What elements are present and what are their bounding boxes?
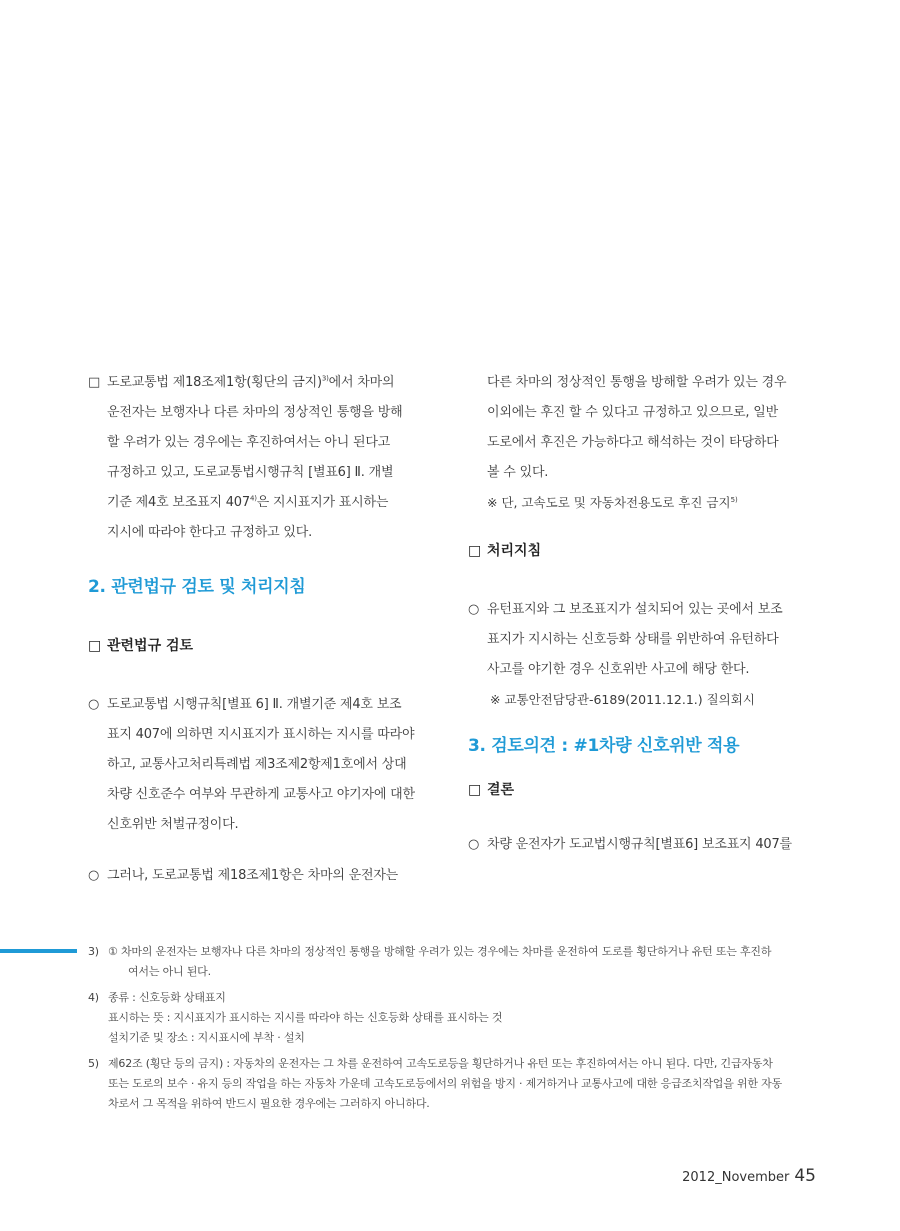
footnote-number: 4) — [88, 991, 99, 1004]
page-footer — [682, 1166, 816, 1186]
footnote-accent-bar — [0, 949, 77, 953]
text-line: 지시에 따라야 한다고 규정하고 있다. — [107, 525, 313, 540]
footnote-line: 표시하는 뜻 : 지시표지가 표시하는 지시를 따라야 하는 신호등화 상태를 표시하는 것 — [108, 1011, 503, 1024]
text-line: 기준 제4호 보조표지 407$^{4)}$은 지시표지가 표시하는 — [107, 494, 389, 510]
text-line: 표지 407에 의하면 지시표지가 표시하는 지시를 따라야 — [107, 727, 415, 742]
left-column — [88, 368, 438, 891]
footnote-line: ① 차마의 운전자는 보행자나 다른 차마의 정상적인 통행을 방해할 우려가 있는 경우에는 차마를 운전하여 도로를 횡단하거나 유턴 또는 후진하 — [108, 945, 772, 958]
footnote-3 — [88, 942, 818, 982]
circle-bullet: ○ — [468, 837, 480, 852]
text-line: 도로에서 후진은 가능하다고 해석하는 것이 타당하다 — [487, 435, 779, 450]
issue-label: 2012_November — [682, 1170, 790, 1185]
footnote-5 — [88, 1054, 818, 1114]
footnote-4 — [88, 988, 818, 1048]
text-line: 다른 차마의 정상적인 통행을 방해할 우려가 있는 경우 — [487, 375, 787, 390]
paragraph-continued — [468, 368, 818, 488]
footnote-ref: 5) — [730, 495, 738, 504]
right-column — [468, 368, 818, 860]
paragraph-however — [88, 861, 438, 891]
footnote-line: 또는 도로의 보수 · 유지 등의 작업을 하는 자동차 가운데 고속도로등에서의 위험을 방지 · 제거하거나 교통사고에 대한 응급조치작업을 위한 자동 — [108, 1077, 782, 1090]
footnote-ref: 3) — [321, 374, 329, 383]
text-line: 차량 운전자가 도교법시행규칙[별표6] 보조표지 407를 — [487, 837, 792, 852]
text-line: 신호위반 처벌규정이다. — [107, 817, 239, 832]
footnote-ref: 4) — [249, 494, 257, 503]
checkbox-bullet: □ — [468, 543, 482, 559]
paragraph-enforcement-rule — [88, 690, 438, 840]
text-line: 유턴표지와 그 보조표지가 설치되어 있는 곳에서 보조 — [487, 602, 783, 617]
text-line: 도로교통법 제18조제1항(횡단의 금지)$^{3)}$에서 차마의 — [107, 374, 395, 390]
paragraph-uturn-sign — [468, 595, 818, 685]
subhead-guideline: □ 처리지침 — [468, 536, 818, 566]
section-3-title: 3. 검토의견 : #1차량 신호위반 적용 — [468, 736, 740, 756]
footnote-number: 5) — [88, 1057, 99, 1070]
checkbox-bullet: □ — [88, 638, 102, 654]
text-line: 운전자는 보행자나 다른 차마의 정상적인 통행을 방해 — [107, 405, 403, 420]
text-line: 표지가 지시하는 신호등화 상태를 위반하여 유턴하다 — [487, 632, 779, 647]
note-inquiry-reply: ※ 교통안전담당관-6189(2011.12.1.) 질의회시 — [490, 692, 755, 707]
circle-bullet: ○ — [88, 697, 100, 712]
footnote-line: 설치기준 및 장소 : 지시표시에 부착 · 설치 — [108, 1031, 305, 1044]
text-line: 볼 수 있다. — [487, 465, 549, 480]
footnote-line: 종류 : 신호등화 상태표지 — [108, 991, 226, 1004]
note-highway-reverse: ※ 단, 고속도로 및 자동차전용도로 후진 금지$^{5)}$ — [487, 495, 738, 510]
text-line: 그러나, 도로교통법 제18조제1항은 차마의 운전자는 — [107, 868, 399, 883]
footnote-line: 여서는 아니 된다. — [128, 965, 211, 978]
text-line: 규정하고 있고, 도로교통법시행규칙 [별표6] Ⅱ. 개별 — [107, 465, 394, 480]
circle-bullet: ○ — [468, 602, 480, 617]
text-line: 할 우려가 있는 경우에는 후진하여서는 아니 된다고 — [107, 435, 391, 450]
text-line: 이외에는 후진 할 수 있다고 규정하고 있으므로, 일반 — [487, 405, 778, 420]
text-line: 사고를 야기한 경우 신호위반 사고에 해당 한다. — [487, 662, 750, 677]
text-line: 하고, 교통사고처리특례법 제3조제2항제1호에서 상대 — [107, 757, 407, 772]
footnote-line: 차로서 그 목적을 위하여 반드시 필요한 경우에는 그러하지 아니하다. — [108, 1097, 430, 1110]
footnotes — [88, 942, 818, 1120]
paragraph-road-traffic-act — [88, 368, 438, 548]
footnote-number: 3) — [88, 945, 99, 958]
checkbox-bullet: □ — [468, 782, 482, 798]
circle-bullet: ○ — [88, 868, 100, 883]
footnote-line: 제62조 (횡단 등의 금지) : 자동차의 운전자는 그 차를 운전하여 고속도로등을 횡단하거나 유턴 또는 후진하여서는 아니 된다. 다만, 긴급자동차 — [108, 1057, 773, 1070]
text-line: 도로교통법 시행규칙[별표 6] Ⅱ. 개별기준 제4호 보조 — [107, 697, 402, 712]
paragraph-driver — [468, 830, 818, 860]
subhead-law-review: □ 관련법규 검토 — [88, 631, 438, 661]
text-line: 차량 신호준수 여부와 무관하게 교통사고 야기자에 대한 — [107, 787, 415, 802]
checkbox-bullet: □ — [88, 375, 101, 390]
page-number: 45 — [794, 1166, 816, 1186]
section-2-title: 2. 관련법규 검토 및 처리지침 — [88, 577, 306, 597]
subhead-conclusion: □ 결론 — [468, 775, 818, 805]
